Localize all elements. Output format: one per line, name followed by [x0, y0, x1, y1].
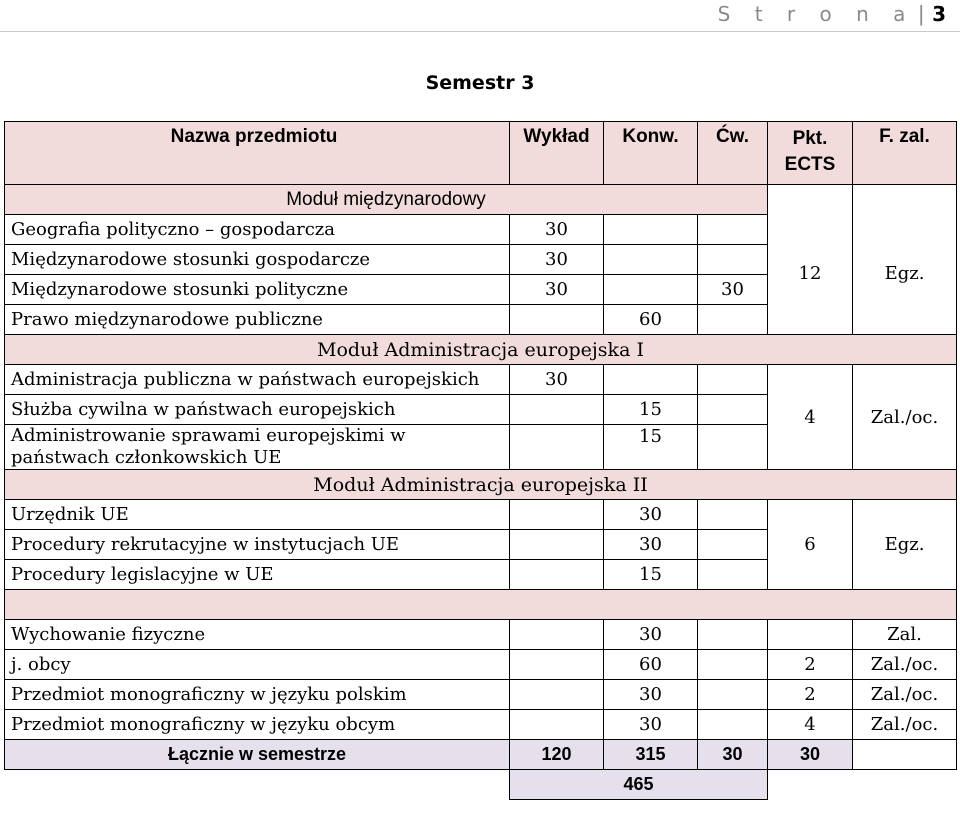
module-title: Moduł międzynarodowy	[5, 185, 768, 215]
cw-hours	[698, 395, 768, 425]
page-number: 3	[932, 2, 946, 26]
table-header-row	[5, 122, 957, 185]
course-name: Urzędnik UE	[5, 500, 510, 530]
cw-hours	[698, 530, 768, 560]
course-name: Administrowanie sprawami europejskimi w państwach członkowskich UE	[5, 425, 510, 470]
lecture-hours	[510, 650, 604, 680]
cw-hours	[698, 425, 768, 470]
module-zal: Zal./oc.	[853, 365, 957, 470]
konw-hours: 15	[604, 425, 698, 470]
summary-zal	[853, 740, 957, 770]
table-row	[5, 650, 957, 680]
course-name: Administracja publiczna w państwach europejskich	[5, 365, 510, 395]
module-ects: 12	[768, 185, 853, 335]
course-name: Międzynarodowe stosunki gospodarcze	[5, 245, 510, 275]
total-spacer-right	[768, 770, 957, 800]
separator-cell	[5, 590, 957, 620]
cw-hours	[698, 680, 768, 710]
ects-value	[768, 620, 853, 650]
lecture-hours	[510, 500, 604, 530]
lecture-hours	[510, 425, 604, 470]
konw-hours: 30	[604, 500, 698, 530]
konw-hours: 30	[604, 710, 698, 740]
table-row	[5, 620, 957, 650]
table-row	[5, 710, 957, 740]
page-header	[718, 0, 946, 28]
summary-lecture: 120	[510, 740, 604, 770]
total-hours: 465	[510, 770, 768, 800]
konw-hours	[604, 245, 698, 275]
lecture-hours: 30	[510, 275, 604, 305]
page-label: S t r o n a	[717, 2, 915, 26]
col-header-cw: Ćw.	[698, 122, 768, 185]
course-name: j. obcy	[5, 650, 510, 680]
col-header-lecture: Wykład	[510, 122, 604, 185]
course-name: Służba cywilna w państwach europejskich	[5, 395, 510, 425]
cw-hours	[698, 650, 768, 680]
konw-hours: 15	[604, 560, 698, 590]
konw-hours: 15	[604, 395, 698, 425]
col-header-name: Nazwa przedmiotu	[5, 122, 510, 185]
lecture-hours: 30	[510, 245, 604, 275]
course-name: Przedmiot monograficzny w języku obcym	[5, 710, 510, 740]
ects-value: 2	[768, 680, 853, 710]
module-ects: 6	[768, 500, 853, 590]
zal-value: Zal./oc.	[853, 650, 957, 680]
module-title: Moduł Administracja europejska I	[5, 335, 957, 365]
cw-hours	[698, 215, 768, 245]
summary-cw: 30	[698, 740, 768, 770]
col-header-zal: F. zal.	[853, 122, 957, 185]
konw-hours: 30	[604, 680, 698, 710]
course-name: Przedmiot monograficzny w języku polskim	[5, 680, 510, 710]
course-name: Procedury rekrutacyjne w instytucjach UE	[5, 530, 510, 560]
module-zal: Egz.	[853, 185, 957, 335]
lecture-hours	[510, 620, 604, 650]
summary-ects: 30	[768, 740, 853, 770]
table-row	[5, 500, 957, 530]
lecture-hours	[510, 395, 604, 425]
course-name: Prawo międzynarodowe publiczne	[5, 305, 510, 335]
course-name: Procedury legislacyjne w UE	[5, 560, 510, 590]
cw-hours	[698, 710, 768, 740]
lecture-hours: 30	[510, 365, 604, 395]
konw-hours: 30	[604, 530, 698, 560]
zal-value: Zal.	[853, 620, 957, 650]
cw-hours	[698, 620, 768, 650]
module-zal: Egz.	[853, 500, 957, 590]
page-separator: |	[918, 1, 925, 26]
curriculum-table	[4, 121, 957, 800]
lecture-hours	[510, 560, 604, 590]
konw-hours	[604, 275, 698, 305]
lecture-hours	[510, 680, 604, 710]
module-row	[5, 185, 957, 215]
cw-hours	[698, 305, 768, 335]
cw-hours: 30	[698, 275, 768, 305]
cw-hours	[698, 245, 768, 275]
cw-hours	[698, 500, 768, 530]
module-title: Moduł Administracja europejska II	[5, 470, 957, 500]
ects-value: 4	[768, 710, 853, 740]
lecture-hours	[510, 710, 604, 740]
module-row	[5, 335, 957, 365]
lecture-hours	[510, 530, 604, 560]
separator-row	[5, 590, 957, 620]
course-name: Wychowanie fizyczne	[5, 620, 510, 650]
table-row	[5, 680, 957, 710]
konw-hours: 30	[604, 620, 698, 650]
summary-label: Łącznie w semestrze	[5, 740, 510, 770]
ects-value: 2	[768, 650, 853, 680]
col-header-ects: Pkt. ECTS	[768, 122, 853, 185]
konw-hours: 60	[604, 305, 698, 335]
konw-hours	[604, 365, 698, 395]
col-header-konw: Konw.	[604, 122, 698, 185]
zal-value: Zal./oc.	[853, 680, 957, 710]
course-name: Geografia polityczno – gospodarcza	[5, 215, 510, 245]
semester-title: Semestr 3	[425, 72, 535, 94]
total-spacer	[5, 770, 510, 800]
summary-row	[5, 740, 957, 770]
table-row	[5, 365, 957, 395]
lecture-hours	[510, 305, 604, 335]
module-ects: 4	[768, 365, 853, 470]
summary-konw: 315	[604, 740, 698, 770]
konw-hours	[604, 215, 698, 245]
cw-hours	[698, 365, 768, 395]
module-row	[5, 470, 957, 500]
lecture-hours: 30	[510, 215, 604, 245]
zal-value: Zal./oc.	[853, 710, 957, 740]
header-divider	[0, 31, 960, 32]
course-name: Międzynarodowe stosunki polityczne	[5, 275, 510, 305]
cw-hours	[698, 560, 768, 590]
total-row	[5, 770, 957, 800]
konw-hours: 60	[604, 650, 698, 680]
